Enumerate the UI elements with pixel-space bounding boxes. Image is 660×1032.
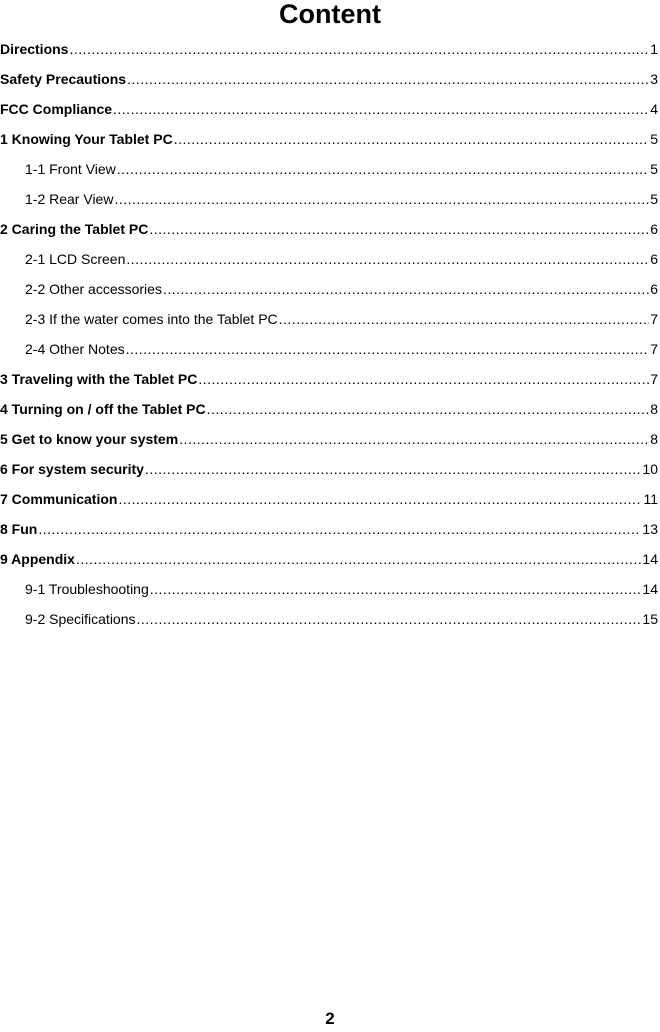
toc-entry-safety-precautions[interactable]: [0, 68, 660, 98]
toc-entry-directions[interactable]: [0, 38, 660, 68]
toc-entry-page: 13: [642, 521, 658, 537]
toc-entry-page: 6: [650, 281, 658, 297]
toc-entry-caring-the-tablet[interactable]: [0, 218, 660, 248]
toc-entry-other-notes[interactable]: [0, 338, 660, 368]
toc-entry-title: 8 Fun: [0, 521, 38, 537]
dot-leader: [114, 188, 649, 210]
dot-leader: [150, 578, 642, 600]
toc-entry-title: 9 Appendix: [0, 551, 75, 567]
dot-leader: [163, 278, 649, 300]
toc-entry-title: 2 Caring the Tablet PC: [0, 221, 149, 237]
toc-entry-fcc-compliance[interactable]: [0, 98, 660, 128]
toc-entry-title: 2-1 LCD Screen: [25, 251, 126, 267]
toc-entry-title: 1-1 Front View: [25, 161, 116, 177]
toc-entry-other-accessories[interactable]: [0, 278, 660, 308]
toc-entry-title: Safety Precautions: [0, 71, 127, 87]
dot-leader: [118, 488, 642, 510]
dot-leader: [145, 458, 641, 480]
toc-entry-page: 7: [650, 311, 658, 327]
toc-entry-title: 2-3 If the water comes into the Tablet PC: [25, 311, 278, 327]
dot-leader: [113, 98, 649, 120]
dot-leader: [69, 38, 649, 60]
dot-leader: [149, 218, 649, 240]
toc-entry-page: 14: [642, 551, 658, 567]
dot-leader: [117, 158, 649, 180]
toc-entry-page: 8: [650, 401, 658, 417]
toc-entry-title: 4 Turning on / off the Tablet PC: [0, 401, 206, 417]
toc-entry-title: 3 Traveling with the Tablet PC: [0, 371, 198, 387]
toc-entry-page: 15: [642, 611, 658, 627]
dot-leader: [279, 308, 650, 330]
toc-entry-page: 6: [650, 221, 658, 237]
page-title: Content: [279, 0, 381, 29]
toc-entry-knowing-your-tablet[interactable]: [0, 128, 660, 158]
toc-entry-page: 3: [650, 71, 658, 87]
toc-entry-title: 1 Knowing Your Tablet PC: [0, 131, 173, 147]
toc-entry-page: 11: [643, 491, 658, 507]
table-of-contents: [0, 38, 660, 638]
toc-entry-lcd-screen[interactable]: [0, 248, 660, 278]
toc-entry-title: Directions: [0, 41, 69, 57]
toc-entry-water-comes-into-tablet[interactable]: [0, 308, 660, 338]
toc-entry-page: 14: [642, 581, 658, 597]
dot-leader: [137, 608, 642, 630]
dot-leader: [76, 548, 641, 570]
toc-entry-traveling[interactable]: [0, 368, 660, 398]
toc-entry-title: 9-2 Specifications: [25, 611, 136, 627]
toc-entry-page: 7: [650, 341, 658, 357]
toc-entry-specifications[interactable]: [0, 608, 660, 638]
toc-entry-get-to-know-system[interactable]: [0, 428, 660, 458]
toc-entry-rear-view[interactable]: [0, 188, 660, 218]
dot-leader: [126, 248, 649, 270]
dot-leader: [38, 518, 641, 540]
dot-leader: [198, 368, 649, 390]
toc-entry-title: 1-2 Rear View: [25, 191, 114, 207]
toc-entry-communication[interactable]: [0, 488, 660, 518]
dot-leader: [179, 428, 649, 450]
toc-entry-title: 2-2 Other accessories: [25, 281, 162, 297]
toc-entry-page: 7: [650, 371, 658, 387]
toc-entry-title: 9-1 Troubleshooting: [25, 581, 149, 597]
toc-entry-page: 1: [650, 41, 658, 57]
toc-entry-system-security[interactable]: [0, 458, 660, 488]
toc-entry-title: 7 Communication: [0, 491, 118, 507]
toc-entry-page: 5: [650, 191, 658, 207]
toc-entry-page: 5: [650, 131, 658, 147]
dot-leader: [127, 68, 649, 90]
dot-leader: [126, 338, 650, 360]
toc-entry-page: 6: [650, 251, 658, 267]
toc-entry-page: 5: [650, 161, 658, 177]
toc-entry-appendix[interactable]: [0, 548, 660, 578]
toc-entry-title: 6 For system security: [0, 461, 144, 477]
toc-entry-fun[interactable]: [0, 518, 660, 548]
toc-entry-title: 5 Get to know your system: [0, 431, 179, 447]
page-number: 2: [325, 1009, 335, 1028]
toc-entry-page: 10: [642, 461, 658, 477]
toc-entry-page: 8: [650, 431, 658, 447]
dot-leader: [207, 398, 650, 420]
toc-entry-title: 2-4 Other Notes: [25, 341, 125, 357]
toc-entry-page: 4: [650, 101, 658, 117]
dot-leader: [174, 128, 650, 150]
toc-entry-troubleshooting[interactable]: [0, 578, 660, 608]
toc-entry-turning-on-off[interactable]: [0, 398, 660, 428]
toc-entry-front-view[interactable]: [0, 158, 660, 188]
toc-entry-title: FCC Compliance: [0, 101, 113, 117]
